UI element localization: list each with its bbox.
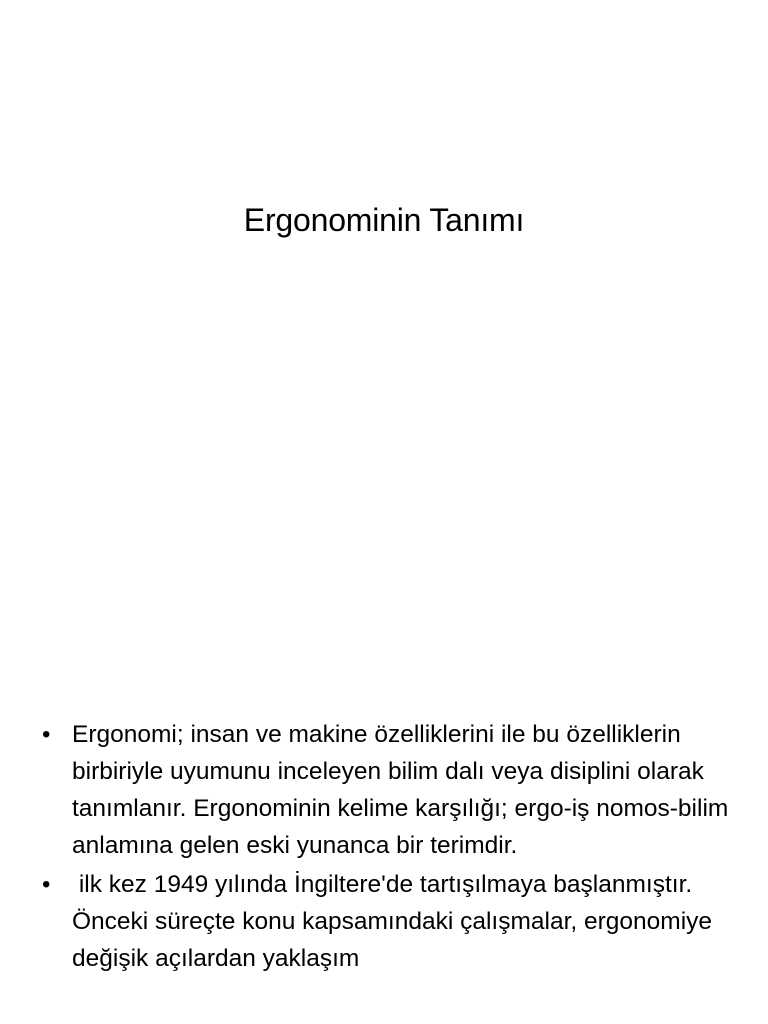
bullet-marker: • [42, 871, 51, 898]
bullet-marker: • [42, 721, 51, 748]
bullet-list [42, 716, 736, 979]
slide-title: Ergonominin Tanımı [243, 202, 525, 238]
bullet-text: Ergonomi; insan ve makine özelliklerini ile bu özelliklerin birbiriyle uyumunu inceleyen bilim dalı veya disiplini olarak tanımlanır. Ergonominin kelime karşılığı; ergo-iş nomos-bilim anlamına gelen eski yunanca bir terimdir. [72, 721, 736, 859]
bullet-text: ilk kez 1949 yılında İngiltere'de tartışılmaya başlanmıştır. Önceki süreçte konu kapsamındaki çalışmalar, ergonomiye değişik açılardan yaklaşım [72, 871, 719, 972]
bullet-item [42, 866, 732, 977]
bullet-item [42, 716, 736, 864]
